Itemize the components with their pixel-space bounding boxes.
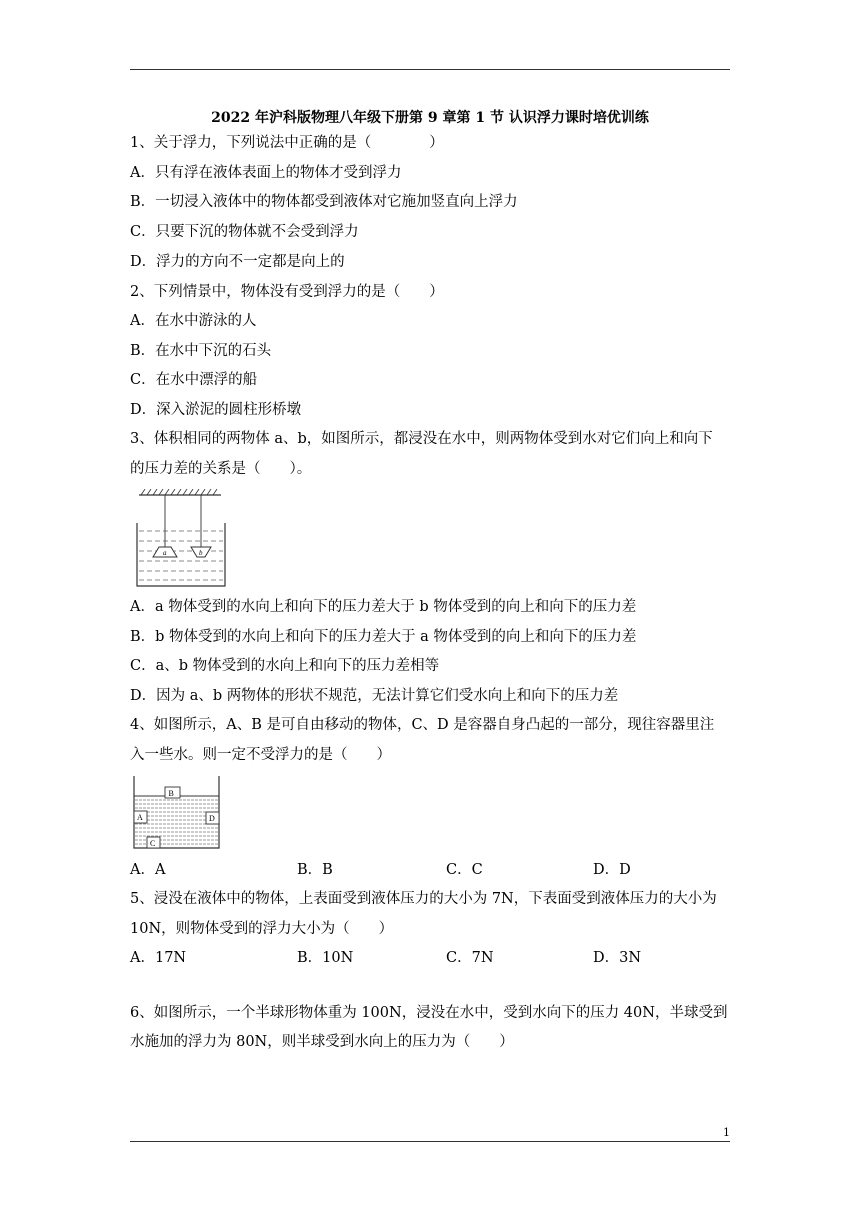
q5-stem-line1: 5、浸没在液体中的物体，上表面受到液体压力的大小为 7N，下表面受到液体压力的大小为 xyxy=(130,891,717,907)
page-title: 2022 年沪科版物理八年级下册第 9 章第 1 节 认识浮力课时培优训练 xyxy=(211,110,649,126)
q4-figure-label-a: A xyxy=(137,813,143,822)
q4-figure-label-d: D xyxy=(209,814,215,823)
q3-option-a: A．a 物体受到的水向上和向下的压力差大于 b 物体受到的向上和向下的压力差 xyxy=(130,599,637,615)
q3-stem-line2: 的压力差的关系是（ ）。 xyxy=(130,461,312,477)
q2-stem: 2、下列情景中，物体没有受到浮力的是（ ） xyxy=(130,284,444,300)
q3-option-b: B．b 物体受到的水向上和向下的压力差大于 a 物体受到的向上和向下的压力差 xyxy=(130,629,637,645)
q1-option-b: B．一切浸入液体中的物体都受到液体对它施加竖直向上浮力 xyxy=(130,194,518,210)
q6-stem-line1: 6、如图所示，一个半球形物体重为 100N，浸没在水中，受到水向下的压力 40N，半球受到 xyxy=(130,1005,728,1021)
q1-option-d: D．浮力的方向不一定都是向上的 xyxy=(130,254,345,270)
q2-option-b: B．在水中下沉的石头 xyxy=(130,343,272,359)
q4-option-d: D．D xyxy=(593,862,631,878)
q1-option-c: C．只要下沉的物体就不会受到浮力 xyxy=(130,224,359,240)
q5-option-c: C．7N xyxy=(446,950,494,966)
q3-option-d: D．因为 a、b 两物体的形状不规范，无法计算它们受水向上和向下的压力差 xyxy=(130,688,619,704)
q4-figure-label-c: C xyxy=(150,839,156,848)
q4-stem-line2: 入一些水。则一定不受浮力的是（ ） xyxy=(130,747,391,763)
q4-option-b: B．B xyxy=(297,862,333,878)
q3-option-c: C．a、b 物体受到的水向上和向下的压力差相等 xyxy=(130,658,440,674)
q3-figure-label-a: a xyxy=(163,549,167,557)
q1-stem: 1、关于浮力，下列说法中正确的是（ ） xyxy=(130,135,444,151)
q4-option-c: C．C xyxy=(446,862,483,878)
q2-option-c: C．在水中漂浮的船 xyxy=(130,372,258,388)
q4-stem-line1: 4、如图所示，A、B 是可自由移动的物体，C、D 是容器自身凸起的一部分，现往容器里注 xyxy=(130,717,715,733)
q4-option-a: A．A xyxy=(130,862,166,878)
q3-figure-label-b: b xyxy=(199,549,203,557)
q4-figure-label-b: B xyxy=(168,789,174,798)
footer-rule xyxy=(130,1141,730,1142)
q5-option-a: A．17N xyxy=(130,950,187,966)
q4-figure-container xyxy=(131,774,223,852)
q5-option-d: D．3N xyxy=(593,950,642,966)
q5-stem-line2: 10N，则物体受到的浮力大小为（ ） xyxy=(130,921,394,937)
header-rule xyxy=(130,69,730,70)
q2-option-d: D．深入淤泥的圆柱形桥墩 xyxy=(130,402,302,418)
q6-stem-line2: 水施加的浮力为 80N，则半球受到水向上的压力为（ ） xyxy=(130,1034,514,1050)
page-number: 1 xyxy=(723,1126,730,1139)
q3-stem-line1: 3、体积相同的两物体 a、b，如图所示，都浸没在水中，则两物体受到水对它们向上和向下 xyxy=(130,431,713,447)
q2-option-a: A．在水中游泳的人 xyxy=(130,313,257,329)
q5-option-b: B．10N xyxy=(297,950,354,966)
q3-figure-beaker xyxy=(133,489,233,589)
q1-option-a: A．只有浮在液体表面上的物体才受到浮力 xyxy=(130,165,402,181)
